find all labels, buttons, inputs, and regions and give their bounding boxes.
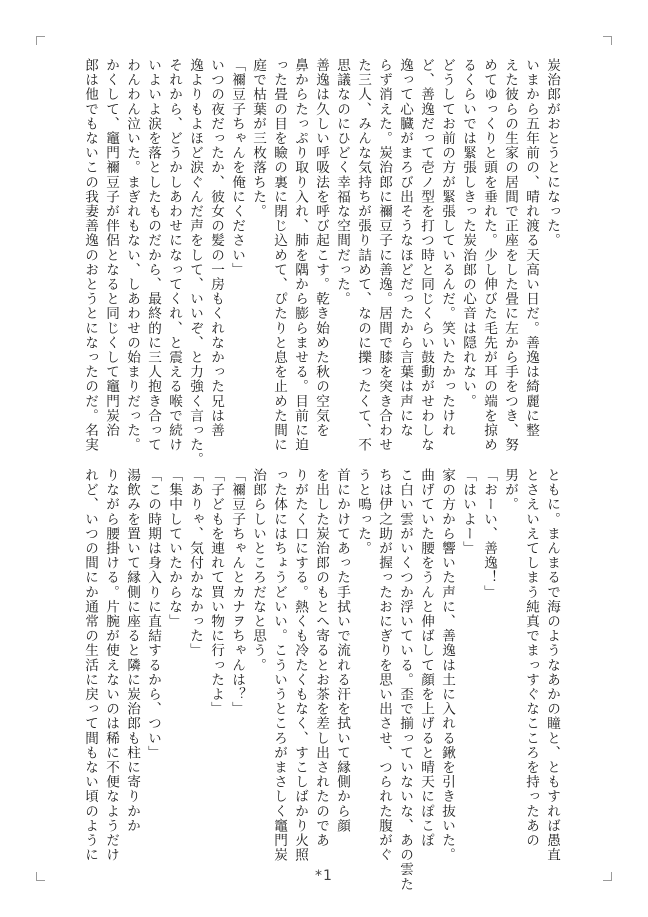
text-line: めてゆっくりと頭を垂れた。少し伸びた毛先が耳の端を掠め — [481, 58, 497, 453]
text-line: えた彼らの生家の居間で正座をした畳に左から手をつき、努 — [502, 58, 518, 453]
crop-mark-top-left — [36, 36, 45, 45]
page-number: *1 — [315, 868, 333, 884]
text-line: とさえいえてしまう純真でまっすぐなこころを持ったあの — [523, 468, 539, 848]
text-line: らず消えた。炭治郎に禰豆子に善逸。居間で膝を突き合わせ — [376, 58, 392, 453]
text-line: 「集中していたからな」 — [166, 468, 182, 629]
text-line: いよいよ涙を落としたものだから、最終的に三人抱き合って — [145, 58, 161, 453]
text-line: それから、どうかしあわせになってくれ、と震える喉で続け — [166, 58, 182, 453]
text-line: 治郎らしいところだなと思う。 — [250, 468, 266, 673]
text-line: れど、いつの間にか通常の生活に戻って間もない頃のように — [82, 468, 98, 863]
text-line: 思議なのにひどく幸福な空間だった。 — [334, 58, 350, 307]
text-line: りながら腰掛ける。片腕が使えないのは稀に不便なようだけ — [103, 468, 119, 863]
text-line: 炭治郎がおとうとになった。 — [544, 58, 560, 248]
text-line: わんわん泣いた。まぎれもない、しあわせの始まりだった。 — [124, 58, 140, 453]
text-line: りがたく口にする。熱くも冷たくもなく、すこしばかり火照 — [292, 468, 308, 863]
crop-mark-top-right — [603, 36, 612, 45]
text-line: るくらいでは緊張しきった炭治郎の心音は隠れない。 — [460, 58, 476, 409]
text-line: た三人、みんな気持ちが張り詰めて、なのに擽ったくて、不 — [355, 58, 371, 453]
text-line: 男が。 — [502, 468, 518, 512]
text-line: どうしてお前の方が緊張しているんだ。笑いたかったけれ — [439, 58, 455, 438]
text-line: 郎は他でもないこの我妻善逸のおとうとになったのだ。名実 — [82, 58, 98, 453]
text-line: いつの夜だったか、彼女の髪の一房もくれなかった兄は善 — [208, 58, 224, 438]
text-line: 庭で枯葉が三枚落ちた。 — [250, 58, 266, 219]
text-line: 「禰豆子ちゃんを俺にください」 — [229, 58, 245, 277]
text-line: ともに。まんまるで海のようなあかの瞳と、ともすれば愚直 — [544, 468, 560, 863]
text-line: 曲げていた腰をうんと伸ばして顔を上げると晴天にぽこぽ — [418, 468, 434, 848]
lower-text-block — [82, 468, 562, 892]
text-line: 「子どもを連れて買い物に行ったよ」 — [208, 468, 224, 717]
upper-text-block — [82, 58, 562, 467]
text-line: 「はいよー」 — [460, 468, 476, 556]
text-line: 「おーい、善逸！」 — [481, 468, 497, 600]
text-line: こ白い雲がいくつか浮いている。歪で揃っていないな、あの雲た — [397, 468, 413, 892]
text-line: 「ありゃ、気付かなかった」 — [187, 468, 203, 658]
text-line: うと鳴った。 — [355, 468, 371, 556]
text-line: いまから五年前の、晴れ渡る天高い日だ。善逸は綺麗に整 — [523, 58, 539, 438]
text-line: かくして、竈門禰豆子が伴侶となると同じくして竈門炭治 — [103, 58, 119, 438]
text-line: 逸って心臓がまろび出そうなほどだったから言葉は声にな — [397, 58, 413, 438]
text-line: った畳の目を瞼の裏に閉じ込めて、ぴたりと息を止めた間に — [271, 58, 287, 453]
text-line: ちは伊之助が握ったおにぎりを思い出させ、つられた腹がぐ — [376, 468, 392, 863]
text-line: 首にかけてあった手拭いで流れる汗を拭いて縁側から顔 — [334, 468, 350, 833]
text-line: 「この時期は身入りに直結するから、つい」 — [145, 468, 161, 760]
text-line: を出した炭治郎のもとへ寄るとお茶を差し出されたのであ — [313, 468, 329, 848]
text-line: った体にはちょうどいい。こういうところがまさしく竈門炭 — [271, 468, 287, 863]
text-line: 家の方から響いた声に、善逸は土に入れる鍬を引き抜いた。 — [439, 468, 455, 863]
text-line: 逸よりもよほど涙ぐんだ声をして、いいぞ、と力強く言った。 — [187, 58, 203, 467]
text-line: 善逸は久しい呼吸法を呼び起こす。乾き始めた秋の空気を — [313, 58, 329, 438]
text-line: 湯飲みを置いて縁側に座ると隣に炭治郎も柱に寄りかか — [124, 468, 140, 833]
text-line: 鼻からたっぷり取り入れ、肺を隅から膨らませる。目前に迫 — [292, 58, 308, 453]
text-line: 「禰豆子ちゃんとカナヲちゃんは？」 — [229, 468, 245, 717]
text-line: ど、善逸だって壱ノ型を打つ時と同じくらい鼓動がせわしな — [418, 58, 434, 453]
